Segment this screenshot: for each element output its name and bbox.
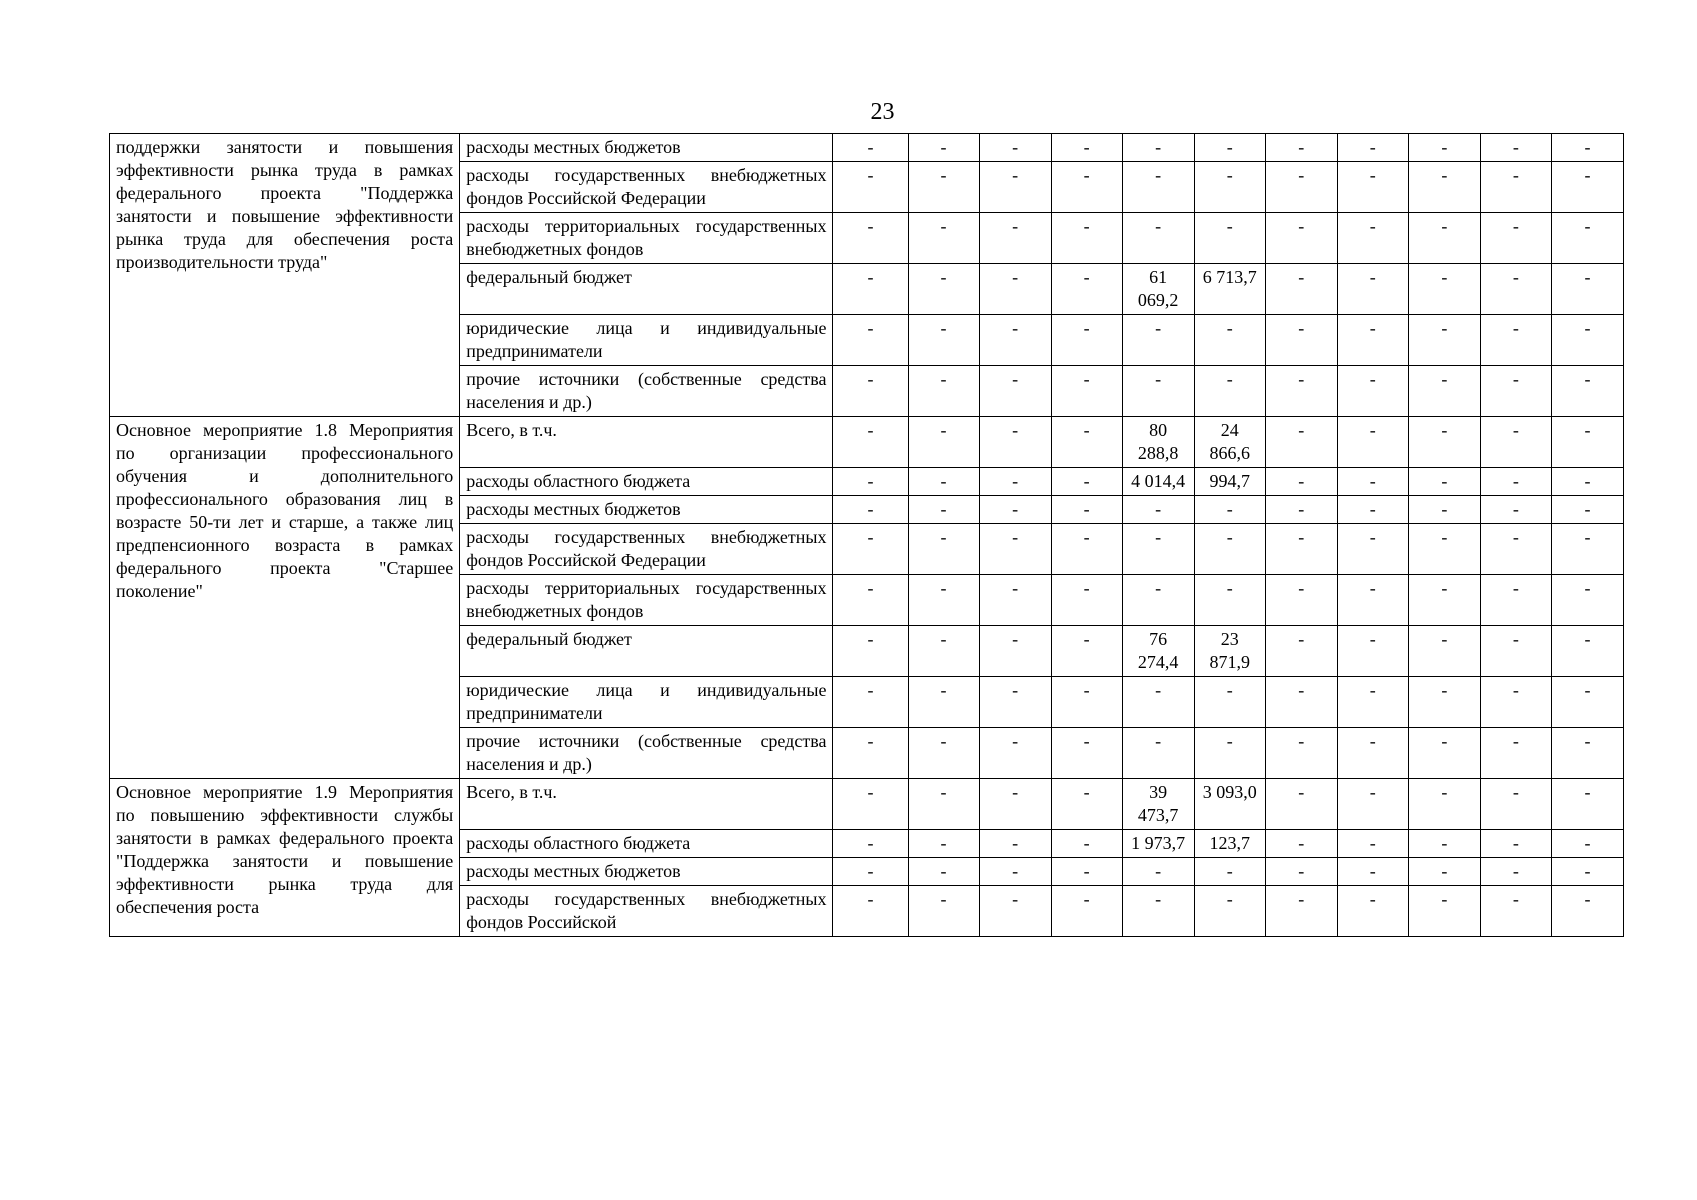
value-cell: - <box>908 315 979 366</box>
value-cell: - <box>1051 779 1122 830</box>
value-cell: - <box>979 858 1051 886</box>
value-cell: - <box>1408 677 1480 728</box>
value-cell: - <box>1051 728 1122 779</box>
value-cell: - <box>833 366 908 417</box>
value-cell: - <box>979 626 1051 677</box>
value-cell: - <box>1337 830 1408 858</box>
value-cell: - <box>908 366 979 417</box>
value-cell: - <box>979 315 1051 366</box>
value-cell: - <box>1551 468 1623 496</box>
value-cell: - <box>1265 417 1337 468</box>
value-cell: 24 866,6 <box>1194 417 1265 468</box>
funding-source-cell: расходы территориальных государственных внебюджетных фондов <box>460 575 833 626</box>
value-cell: - <box>908 524 979 575</box>
value-cell: 4 014,4 <box>1122 468 1194 496</box>
value-cell: - <box>1265 728 1337 779</box>
value-cell: - <box>1551 315 1623 366</box>
value-cell: - <box>1194 728 1265 779</box>
value-cell: - <box>1265 830 1337 858</box>
value-cell: - <box>1408 213 1480 264</box>
value-cell: - <box>1051 213 1122 264</box>
value-cell: - <box>1194 524 1265 575</box>
value-cell: - <box>1480 134 1551 162</box>
value-cell: - <box>1480 830 1551 858</box>
value-cell: - <box>1337 886 1408 937</box>
value-cell: - <box>1480 468 1551 496</box>
activity-name-cell: поддержки занятости и повышения эффективности рынка труда в рамках федерального проекта "Поддержка занятости и повышение эффективности рынка труда для обеспечения роста производительности труда" <box>110 134 460 417</box>
value-cell: - <box>1551 575 1623 626</box>
value-cell: - <box>1194 496 1265 524</box>
value-cell: - <box>1265 886 1337 937</box>
value-cell: - <box>1265 575 1337 626</box>
value-cell: - <box>1408 366 1480 417</box>
value-cell: - <box>1122 134 1194 162</box>
value-cell: - <box>908 886 979 937</box>
value-cell: - <box>1408 496 1480 524</box>
value-cell: - <box>833 264 908 315</box>
value-cell: - <box>1265 626 1337 677</box>
value-cell: - <box>1051 468 1122 496</box>
value-cell: - <box>1337 134 1408 162</box>
value-cell: - <box>1480 626 1551 677</box>
value-cell: - <box>1122 213 1194 264</box>
value-cell: - <box>1122 366 1194 417</box>
funding-source-cell: юридические лица и индивидуальные предприниматели <box>460 677 833 728</box>
funding-source-cell: федеральный бюджет <box>460 264 833 315</box>
funding-source-cell: юридические лица и индивидуальные предприниматели <box>460 315 833 366</box>
value-cell: - <box>979 830 1051 858</box>
value-cell: - <box>1551 858 1623 886</box>
value-cell: - <box>1480 264 1551 315</box>
value-cell: 39 473,7 <box>1122 779 1194 830</box>
value-cell: 3 093,0 <box>1194 779 1265 830</box>
value-cell: - <box>1337 264 1408 315</box>
value-cell: - <box>1051 366 1122 417</box>
value-cell: - <box>1480 779 1551 830</box>
value-cell: - <box>1194 366 1265 417</box>
value-cell: 80 288,8 <box>1122 417 1194 468</box>
value-cell: - <box>1122 728 1194 779</box>
value-cell: - <box>1051 315 1122 366</box>
value-cell: - <box>1051 496 1122 524</box>
value-cell: - <box>1194 134 1265 162</box>
value-cell: - <box>1051 264 1122 315</box>
funding-source-cell: расходы территориальных государственных внебюджетных фондов <box>460 213 833 264</box>
value-cell: - <box>1194 858 1265 886</box>
value-cell: - <box>908 626 979 677</box>
value-cell: - <box>1051 575 1122 626</box>
value-cell: - <box>908 496 979 524</box>
value-cell: - <box>1337 366 1408 417</box>
value-cell: - <box>1551 496 1623 524</box>
value-cell: - <box>1122 315 1194 366</box>
value-cell: - <box>1551 366 1623 417</box>
value-cell: - <box>1265 496 1337 524</box>
value-cell: - <box>1551 264 1623 315</box>
value-cell: - <box>1337 417 1408 468</box>
value-cell: - <box>1122 858 1194 886</box>
value-cell: - <box>1194 162 1265 213</box>
value-cell: - <box>1480 677 1551 728</box>
value-cell: - <box>908 162 979 213</box>
value-cell: - <box>979 677 1051 728</box>
value-cell: - <box>1265 779 1337 830</box>
value-cell: - <box>1194 575 1265 626</box>
value-cell: - <box>1408 886 1480 937</box>
value-cell: - <box>979 728 1051 779</box>
value-cell: - <box>1194 213 1265 264</box>
value-cell: - <box>833 468 908 496</box>
value-cell: - <box>833 830 908 858</box>
value-cell: - <box>1551 134 1623 162</box>
value-cell: - <box>1551 162 1623 213</box>
value-cell: - <box>833 417 908 468</box>
value-cell: - <box>979 575 1051 626</box>
value-cell: 6 713,7 <box>1194 264 1265 315</box>
value-cell: - <box>1337 524 1408 575</box>
value-cell: - <box>1337 468 1408 496</box>
value-cell: - <box>979 264 1051 315</box>
value-cell: - <box>1265 468 1337 496</box>
value-cell: - <box>1480 366 1551 417</box>
funding-source-cell: расходы местных бюджетов <box>460 134 833 162</box>
value-cell: - <box>1051 626 1122 677</box>
value-cell: - <box>1051 162 1122 213</box>
value-cell: - <box>908 264 979 315</box>
funding-source-cell: прочие источники (собственные средства населения и др.) <box>460 366 833 417</box>
value-cell: - <box>1337 858 1408 886</box>
value-cell: - <box>1408 858 1480 886</box>
value-cell: - <box>979 162 1051 213</box>
value-cell: - <box>833 858 908 886</box>
value-cell: - <box>979 134 1051 162</box>
page-number: 23 <box>870 99 895 125</box>
value-cell: - <box>1265 264 1337 315</box>
table-row <box>110 134 1624 162</box>
value-cell: - <box>1051 524 1122 575</box>
value-cell: 1 973,7 <box>1122 830 1194 858</box>
value-cell: - <box>1551 524 1623 575</box>
value-cell: - <box>908 830 979 858</box>
value-cell: - <box>1265 366 1337 417</box>
table-row <box>110 417 1624 468</box>
funding-source-cell: расходы государственных внебюджетных фондов Российской <box>460 886 833 937</box>
value-cell: - <box>1051 886 1122 937</box>
value-cell: - <box>1480 524 1551 575</box>
value-cell: - <box>1122 677 1194 728</box>
value-cell: - <box>833 496 908 524</box>
value-cell: - <box>833 134 908 162</box>
value-cell: - <box>833 626 908 677</box>
value-cell: - <box>1337 728 1408 779</box>
funding-source-cell: расходы государственных внебюджетных фондов Российской Федерации <box>460 162 833 213</box>
value-cell: - <box>1551 886 1623 937</box>
funding-source-cell: прочие источники (собственные средства населения и др.) <box>460 728 833 779</box>
value-cell: - <box>908 213 979 264</box>
value-cell: 23 871,9 <box>1194 626 1265 677</box>
funding-source-cell: расходы областного бюджета <box>460 830 833 858</box>
value-cell: - <box>979 496 1051 524</box>
value-cell: - <box>833 677 908 728</box>
value-cell: - <box>1122 575 1194 626</box>
value-cell: - <box>979 886 1051 937</box>
value-cell: - <box>1265 858 1337 886</box>
value-cell: - <box>1337 626 1408 677</box>
value-cell: - <box>1480 315 1551 366</box>
value-cell: - <box>1551 677 1623 728</box>
value-cell: - <box>1051 858 1122 886</box>
value-cell: - <box>908 134 979 162</box>
value-cell: - <box>1051 830 1122 858</box>
funding-source-cell: расходы местных бюджетов <box>460 858 833 886</box>
funding-source-cell: расходы местных бюджетов <box>460 496 833 524</box>
value-cell: - <box>1337 213 1408 264</box>
value-cell: - <box>1480 728 1551 779</box>
table-row <box>110 779 1624 830</box>
funding-source-cell: Всего, в т.ч. <box>460 779 833 830</box>
value-cell: - <box>1480 213 1551 264</box>
value-cell: - <box>1408 134 1480 162</box>
activity-name-cell: Основное мероприятие 1.8 Мероприятия по организации профессионального обучения и дополнительного профессионального образования лиц в возрасте 50-ти лет и старше, а также лиц предпенсионного возраста в рамках федерального проекта "Старшее поколение" <box>110 417 460 779</box>
value-cell: - <box>908 575 979 626</box>
value-cell: - <box>908 779 979 830</box>
value-cell: - <box>1480 858 1551 886</box>
value-cell: - <box>833 886 908 937</box>
value-cell: - <box>1480 886 1551 937</box>
value-cell: - <box>833 575 908 626</box>
value-cell: - <box>979 417 1051 468</box>
value-cell: - <box>1194 677 1265 728</box>
value-cell: - <box>1480 575 1551 626</box>
value-cell: - <box>908 468 979 496</box>
value-cell: - <box>833 728 908 779</box>
value-cell: - <box>1122 524 1194 575</box>
value-cell: - <box>1408 728 1480 779</box>
value-cell: - <box>1265 162 1337 213</box>
value-cell: - <box>908 677 979 728</box>
value-cell: - <box>1551 779 1623 830</box>
value-cell: - <box>979 213 1051 264</box>
value-cell: - <box>908 858 979 886</box>
budget-table <box>109 133 1624 937</box>
value-cell: - <box>1051 677 1122 728</box>
value-cell: - <box>1051 417 1122 468</box>
value-cell: - <box>1337 575 1408 626</box>
value-cell: - <box>1408 315 1480 366</box>
value-cell: - <box>1551 830 1623 858</box>
value-cell: - <box>1051 134 1122 162</box>
value-cell: - <box>908 728 979 779</box>
value-cell: - <box>1480 496 1551 524</box>
value-cell: - <box>1480 162 1551 213</box>
value-cell: - <box>1337 779 1408 830</box>
value-cell: - <box>1408 264 1480 315</box>
value-cell: 994,7 <box>1194 468 1265 496</box>
value-cell: - <box>833 779 908 830</box>
value-cell: - <box>1551 728 1623 779</box>
value-cell: - <box>1551 417 1623 468</box>
value-cell: - <box>1265 315 1337 366</box>
value-cell: - <box>1551 213 1623 264</box>
value-cell: - <box>1194 886 1265 937</box>
funding-source-cell: федеральный бюджет <box>460 626 833 677</box>
value-cell: - <box>1122 886 1194 937</box>
funding-source-cell: Всего, в т.ч. <box>460 417 833 468</box>
value-cell: 123,7 <box>1194 830 1265 858</box>
value-cell: - <box>1265 213 1337 264</box>
value-cell: - <box>1408 779 1480 830</box>
value-cell: - <box>1122 162 1194 213</box>
value-cell: - <box>1265 677 1337 728</box>
value-cell: - <box>1122 496 1194 524</box>
value-cell: 76 274,4 <box>1122 626 1194 677</box>
value-cell: - <box>1408 830 1480 858</box>
value-cell: - <box>1337 315 1408 366</box>
value-cell: - <box>979 468 1051 496</box>
value-cell: - <box>1337 677 1408 728</box>
value-cell: - <box>1408 575 1480 626</box>
funding-source-cell: расходы областного бюджета <box>460 468 833 496</box>
value-cell: - <box>1408 626 1480 677</box>
funding-source-cell: расходы государственных внебюджетных фондов Российской Федерации <box>460 524 833 575</box>
value-cell: - <box>1480 417 1551 468</box>
value-cell: - <box>979 366 1051 417</box>
value-cell: - <box>1265 524 1337 575</box>
value-cell: - <box>1337 162 1408 213</box>
value-cell: - <box>1337 496 1408 524</box>
value-cell: - <box>833 162 908 213</box>
value-cell: - <box>1408 468 1480 496</box>
value-cell: - <box>1194 315 1265 366</box>
value-cell: - <box>833 524 908 575</box>
value-cell: - <box>1551 626 1623 677</box>
value-cell: - <box>1408 417 1480 468</box>
value-cell: - <box>1265 134 1337 162</box>
value-cell: - <box>1408 162 1480 213</box>
value-cell: - <box>979 524 1051 575</box>
activity-name-cell: Основное мероприятие 1.9 Мероприятия по повышению эффективности службы занятости в рамках федерального проекта "Поддержка занятости и повышение эффективности рынка труда для обеспечения роста <box>110 779 460 937</box>
value-cell: - <box>979 779 1051 830</box>
value-cell: - <box>833 213 908 264</box>
value-cell: - <box>908 417 979 468</box>
value-cell: 61 069,2 <box>1122 264 1194 315</box>
value-cell: - <box>833 315 908 366</box>
value-cell: - <box>1408 524 1480 575</box>
